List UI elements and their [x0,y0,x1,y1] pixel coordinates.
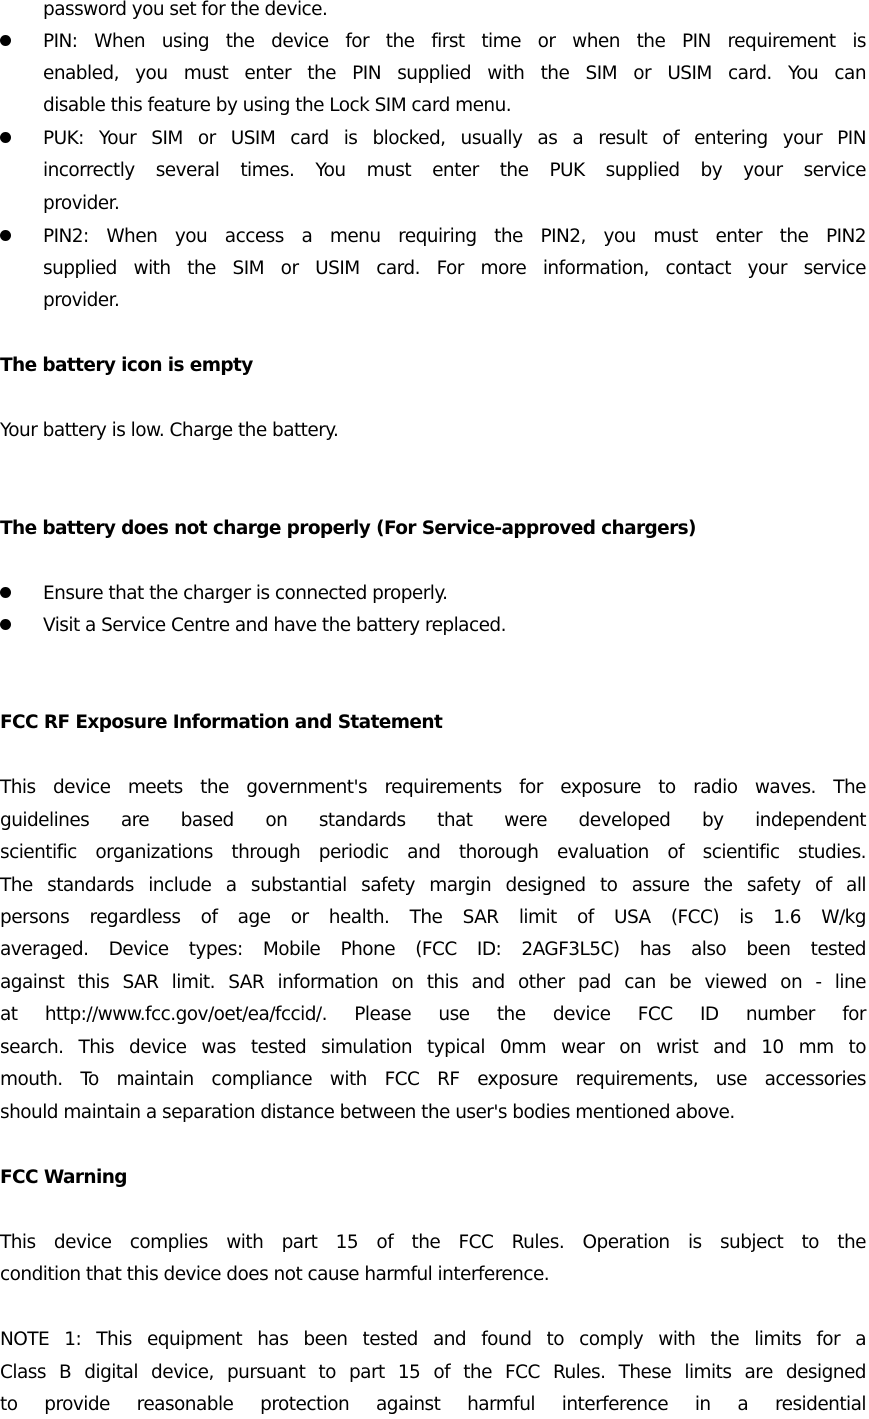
fcc-rf-line: search. This device was tested simulation typical 0mm wear on wrist and 10 mm to [0,1037,866,1058]
pin2-item-line: supplied with the SIM or USIM card. For more information, contact your service [43,258,866,279]
fcc-rf-line: at http://www.fcc.gov/oet/ea/fccid/. Please use the device FCC ID number for [0,1004,866,1025]
bullet-icon [0,132,11,143]
pin-item-line: PIN: When using the device for the first time or when the PIN requirement is [43,31,866,52]
fcc-rf-line: This device meets the government's requirements for exposure to radio waves. The [0,777,866,798]
pin2-item-line: provider. [43,290,120,311]
bullet-icon [0,35,11,46]
pin2-item-line: PIN2: When you access a menu requiring the PIN2, you must enter the PIN2 [43,226,866,247]
battery-empty-text: Your battery is low. Charge the battery. [0,420,339,441]
puk-item-line: provider. [43,193,120,214]
fcc-rf-line: persons regardless of age or health. The SAR limit of USA (FCC) is 1.6 W/kg [0,907,866,928]
battery-empty-heading: The battery icon is empty [0,355,253,376]
bullet-icon [0,619,11,630]
fcc-rf-line: averaged. Device types: Mobile Phone (FCC ID: 2AGF3L5C) has also been tested [0,939,866,960]
fcc-warning-line: This device complies with part 15 of the FCC Rules. Operation is subject to the [0,1232,866,1253]
note1-line: to provide reasonable protection against harmful interference in a residential [0,1394,866,1415]
puk-item-line: incorrectly several times. You must enter the PUK supplied by your service [43,160,866,181]
note1-line: NOTE 1: This equipment has been tested and found to comply with the limits for a [0,1329,866,1350]
fcc-rf-line: guidelines are based on standards that were developed by independent [0,810,866,831]
puk-item-line: PUK: Your SIM or USIM card is blocked, usually as a result of entering your PIN [43,128,866,149]
fcc-rf-line: scientific organizations through periodic and thorough evaluation of scientific studies. [0,842,866,863]
battery-charge-item: Visit a Service Centre and have the battery replaced. [43,615,506,636]
intro-tail-text: password you set for the device. [43,0,328,20]
battery-charge-heading: The battery does not charge properly (For Service-approved chargers) [0,518,696,539]
fcc-rf-line: should maintain a separation distance between the user's bodies mentioned above. [0,1102,735,1123]
bullet-icon [0,230,11,241]
fcc-rf-line: The standards include a substantial safety margin designed to assure the safety of all [0,875,866,896]
battery-charge-item: Ensure that the charger is connected properly. [43,583,448,604]
bullet-icon [0,587,11,598]
fcc-rf-heading: FCC RF Exposure Information and Statement [0,712,443,733]
fcc-warning-heading: FCC Warning [0,1167,127,1188]
fcc-rf-line: against this SAR limit. SAR information on this and other pad can be viewed on - line [0,972,866,993]
note1-line: Class B digital device, pursuant to part 15 of the FCC Rules. These limits are designed [0,1362,866,1383]
fcc-warning-line: condition that this device does not cause harmful interference. [0,1264,550,1285]
fcc-rf-line: mouth. To maintain compliance with FCC RF exposure requirements, use accessories [0,1069,866,1090]
pin-item-line: enabled, you must enter the PIN supplied with the SIM or USIM card. You can [43,63,866,84]
pin-item-line: disable this feature by using the Lock SIM card menu. [43,95,512,116]
